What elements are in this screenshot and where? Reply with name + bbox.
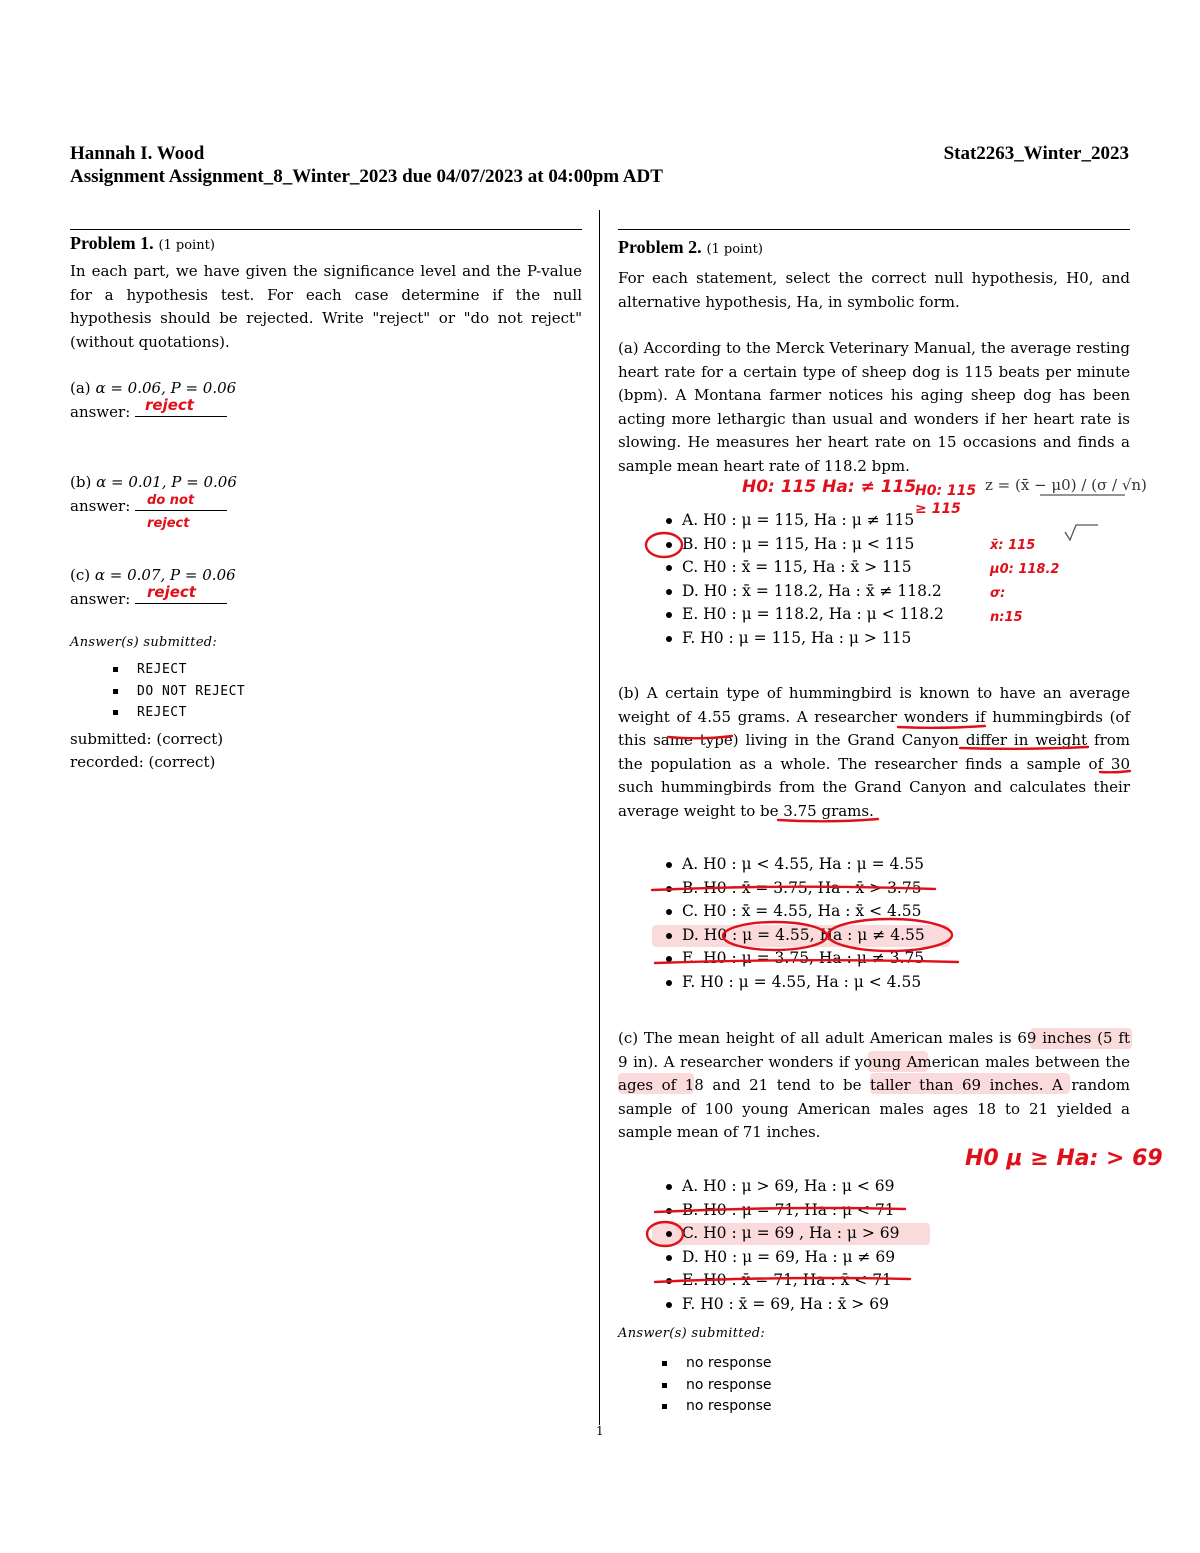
list-item: REJECT (113, 702, 245, 724)
option-b[interactable]: B. H0 : x̄ = 3.75, Ha : x̄ > 3.75 (618, 877, 925, 901)
list-item: DO NOT REJECT (113, 681, 245, 703)
option-f[interactable]: F. H0 : μ = 115, Ha : μ > 115 (618, 627, 944, 651)
problem1-submitted-list (113, 659, 245, 724)
problem1-submitted-heading: Answer(s) submitted: (70, 635, 218, 650)
answer-field-a[interactable]: reject (135, 400, 227, 417)
option-d[interactable]: D. H0 : μ = 4.55, Ha : μ ≠ 4.55 (618, 924, 925, 948)
option-d[interactable]: D. H0 : μ = 69, Ha : μ ≠ 69 (618, 1246, 900, 1270)
option-e[interactable]: E. H0 : x̄ = 71, Ha : x̄ < 71 (618, 1269, 900, 1293)
option-a[interactable]: A. H0 : μ > 69, Ha : μ < 69 (618, 1175, 900, 1199)
option-c[interactable]: C. H0 : x̄ = 115, Ha : x̄ > 115 (618, 556, 944, 580)
option-f[interactable]: F. H0 : μ = 4.55, Ha : μ < 4.55 (618, 971, 925, 995)
problem1-part-c: (c) α = 0.07, P = 0.06 answer: reject (70, 566, 236, 608)
option-f[interactable]: F. H0 : x̄ = 69, Ha : x̄ > 69 (618, 1293, 900, 1317)
submitted-status: submitted: (correct) (70, 730, 224, 748)
problem1-status (70, 728, 223, 774)
list-item: REJECT (113, 659, 245, 681)
page-number: 1 (596, 1424, 604, 1438)
handwritten-z-formula: z = (x̄ − μ0) / (σ / √n) (985, 476, 1147, 494)
option-a[interactable]: A. H0 : μ = 115, Ha : μ ≠ 115 (618, 509, 944, 533)
list-item: no response (662, 1353, 771, 1375)
list-item: no response (662, 1375, 771, 1397)
problem2-prompt: For each statement, select the correct null hypothesis, H0, and alternative hypothesis, Ha, in symbolic form. (618, 269, 1130, 311)
answer-field-b[interactable]: do not reject (135, 494, 227, 511)
assignment-line: Assignment Assignment_8_Winter_2023 due 04/07/2023 at 04:00pm ADT (70, 166, 663, 187)
option-a[interactable]: A. H0 : μ < 4.55, Ha : μ = 4.55 (618, 853, 925, 877)
recorded-status: recorded: (correct) (70, 753, 216, 771)
handwritten-hypothesis-a2: H0: 115 ≥ 115 (915, 483, 977, 517)
option-e[interactable]: E. H0 : μ = 3.75, Ha : μ ≠ 3.75 (618, 947, 925, 971)
option-b[interactable]: B. H0 : μ = 71, Ha : μ < 71 (618, 1199, 900, 1223)
problem2-part-c-text: (c) The mean height of all adult American males is 69 inches (5 ft 9 in). A researcher wonders if young American males between the ages of 18 and 21 tend to be taller than 69 inches. A random sample of 100 young American males ages 18 to 21 yielded a sample mean of 71 inches. (618, 1029, 1130, 1141)
problem1-part-a: (a) α = 0.06, P = 0.06 answer: reject (70, 379, 237, 421)
problem2-part-b-options (618, 853, 925, 994)
student-name: Hannah I. Wood (70, 143, 205, 164)
option-c[interactable]: C. H0 : x̄ = 4.55, Ha : x̄ < 4.55 (618, 900, 925, 924)
problem2-submitted-heading: Answer(s) submitted: (618, 1326, 766, 1341)
course-name: Stat2263_Winter_2023 (943, 143, 1129, 164)
left-column-rule (70, 229, 582, 230)
problem2-title: Problem 2. (1 point) (618, 237, 763, 257)
problem2-submitted-list (662, 1353, 771, 1418)
option-c[interactable]: C. H0 : μ = 69 , Ha : μ > 69 (618, 1222, 900, 1246)
problem2-part-b-text: (b) A certain type of hummingbird is known to have an average weight of 4.55 grams. A researcher wonders if hummingbirds (of this same type) living in the Grand Canyon differ in weight from the population as a whole. The researcher finds a sample of 30 such hummingbirds from the Grand Canyon and calculates their average weight to be 3.75 grams. (618, 684, 1130, 820)
right-column-rule (618, 229, 1130, 230)
option-d[interactable]: D. H0 : x̄ = 118.2, Ha : x̄ ≠ 118.2 (618, 580, 944, 604)
problem1-part-b: (b) α = 0.01, P = 0.06 answer: do not reject (70, 473, 237, 531)
option-e[interactable]: E. H0 : μ = 118.2, Ha : μ < 118.2 (618, 603, 944, 627)
column-divider (599, 210, 600, 1425)
problem2-part-a-text: (a) According to the Merck Veterinary Manual, the average resting heart rate for a certain type of sheep dog is 115 beats per minute (bpm). A Montana farmer notices his aging sheep dog has been acting more lethargic than usual and wonders if her heart rate is slowing. He measures her heart rate on 15 occasions and finds a sample mean heart rate of 118.2 bpm. (618, 339, 1130, 475)
handwritten-givens: x̄: 115 μ0: 118.2 σ: n:15 (990, 538, 1060, 625)
problem2-part-a-options (618, 509, 944, 650)
problem2-part-c-options (618, 1175, 900, 1316)
handwritten-hypothesis-a: H0: 115 Ha: ≠ 115 (742, 477, 917, 497)
list-item: no response (662, 1396, 771, 1418)
option-b[interactable]: B. H0 : μ = 115, Ha : μ < 115 (618, 533, 944, 557)
handwritten-hypothesis-c: H0 μ ≥ Ha: > 69 (965, 1146, 1163, 1171)
problem1-title: Problem 1. (1 point) (70, 233, 215, 253)
problem1-prompt: In each part, we have given the significance level and the P-value for a hypothesis test. For each case determine if the null hypothesis should be rejected. Write "reject" or "do not reject" (without quotations). (70, 262, 582, 351)
answer-field-c[interactable]: reject (135, 587, 227, 604)
